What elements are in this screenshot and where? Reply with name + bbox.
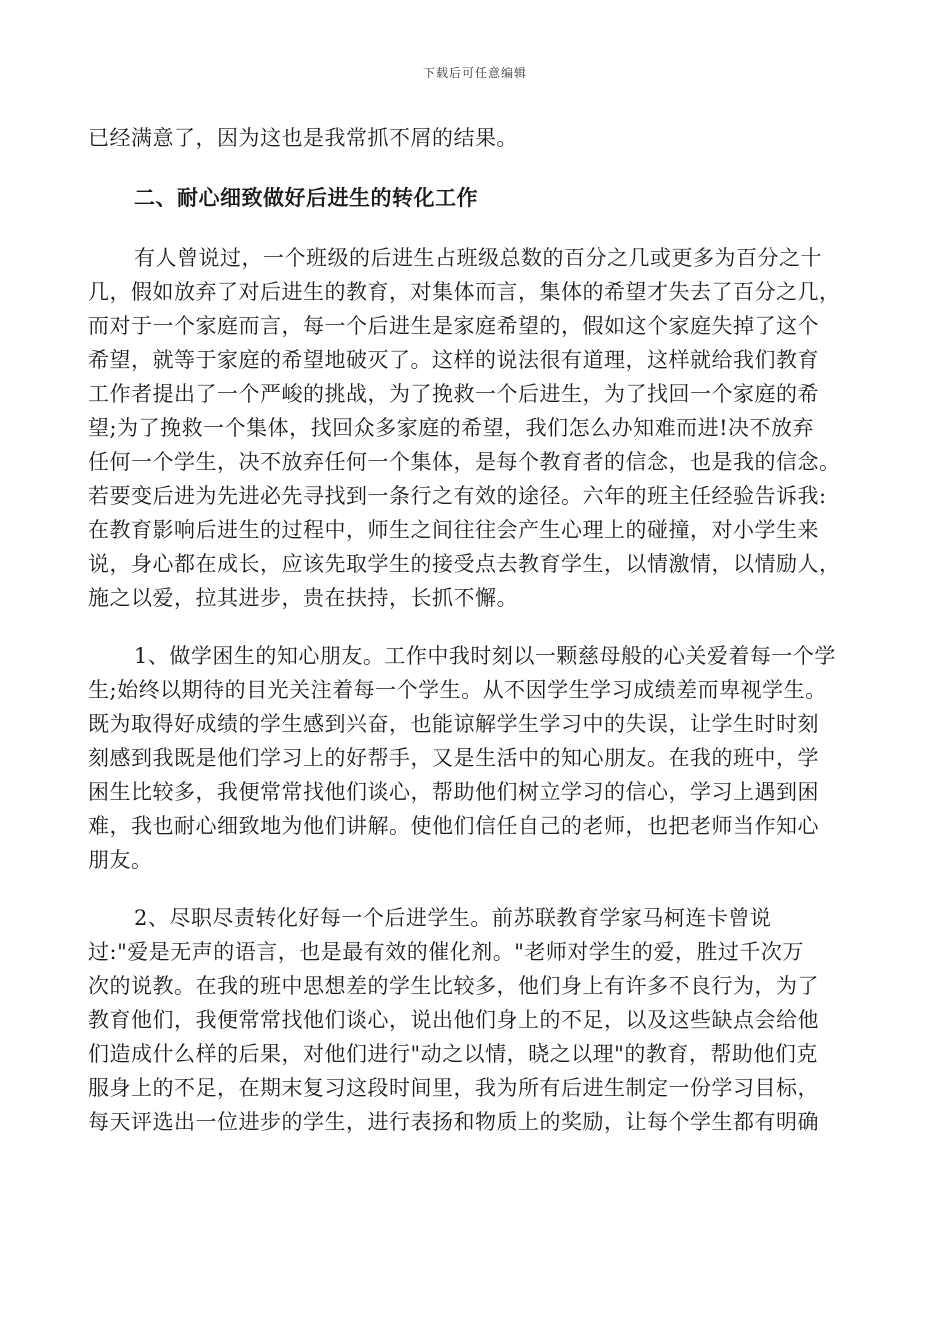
text-line: 难，我也耐心细致地为他们讲解。使他们信任自己的老师，也把老师当作知心 [88, 814, 819, 838]
text-line: 望;为了挽救一个集体，找回众多家庭的希望，我们怎么办知难而进!决不放弃 [88, 416, 815, 440]
text-line: 希望，就等于家庭的希望地破灭了。这样的说法很有道理，这样就给我们教育 [88, 348, 819, 372]
paragraph-gap [88, 615, 860, 639]
text-line: 每天评选出一位进步的学生，进行表扬和物质上的奖励，让每个学生都有明确 [88, 1110, 819, 1134]
text-line: 在教育影响后进生的过程中，师生之间往往会产生心理上的碰撞，对小学生来 [88, 518, 819, 542]
text-line: 1、做学困生的知心朋友。工作中我时刻以一颗慈母般的心关爱着每一个学 [134, 644, 836, 668]
text-line: 施之以爱，拉其进步，贵在扶持，长抓不懈。 [88, 586, 518, 610]
paragraph-gap [88, 877, 860, 901]
text-line: 说，身心都在成长，应该先取学生的接受点去教育学生，以情激情，以情励人， [88, 552, 841, 576]
text-line: 次的说教。在我的班中思想差的学生比较多，他们身上有许多不良行为，为了 [88, 974, 819, 998]
text-line: 几，假如放弃了对后进生的教育，对集体而言，集体的希望才失去了百分之几， [88, 280, 841, 304]
paragraphs [88, 241, 860, 1139]
text-line: 既为取得好成绩的学生感到兴奋，也能谅解学生学习中的失误，让学生时时刻 [88, 712, 819, 736]
text-line: 2、尽职尽责转化好每一个后进学生。前苏联教育学家马柯连卡曾说 [134, 906, 772, 930]
page-header: 下载后可任意编辑 [422, 66, 527, 80]
text-line: 工作者提出了一个严峻的挑战，为了挽救一个后进生，为了找回一个家庭的希 [88, 382, 819, 406]
section-heading: 二、耐心细致做好后进生的转化工作 [134, 185, 478, 210]
text-line: 任何一个学生，决不放弃任何一个集体，是每个教育者的信念，也是我的信念。 [88, 450, 841, 474]
text-line: 过:"爱是无声的语言，也是最有效的催化剂。"老师对学生的爱，胜过千次万 [88, 940, 804, 964]
text-line: 朋友。 [88, 848, 153, 872]
text-line: 生;始终以期待的目光关注着每一个学生。从不因学生学习成绩差而卑视学生。 [88, 678, 827, 702]
text-line: 而对于一个家庭而言，每一个后进生是家庭希望的，假如这个家庭失掉了这个 [88, 314, 819, 338]
text-line: 服身上的不足，在期末复习这段时间里，我为所有后进生制定一份学习目标， [88, 1076, 819, 1100]
intro-line: 已经满意了，因为这也是我常抓不屑的结果。 [88, 126, 518, 150]
text-line: 困生比较多，我便常常找他们谈心，帮助他们树立学习的信心，学习上遇到困 [88, 780, 819, 804]
paragraph [88, 241, 860, 615]
text-line: 若要变后进为先进必先寻找到一条行之有效的途径。六年的班主任经验告诉我: [88, 484, 827, 508]
text-line: 教育他们，我便常常找他们谈心，说出他们身上的不足，以及这些缺点会给他 [88, 1008, 819, 1032]
paragraph [88, 901, 860, 1139]
paragraph [88, 639, 860, 877]
text-line: 们造成什么样的后果，对他们进行"动之以情，晓之以理"的教育，帮助他们克 [88, 1042, 818, 1066]
text-line: 有人曾说过，一个班级的后进生占班级总数的百分之几或更多为百分之十 [134, 246, 822, 270]
text-line: 刻感到我既是他们学习上的好帮手，又是生活中的知心朋友。在我的班中，学 [88, 746, 819, 770]
document-body [88, 121, 860, 1139]
